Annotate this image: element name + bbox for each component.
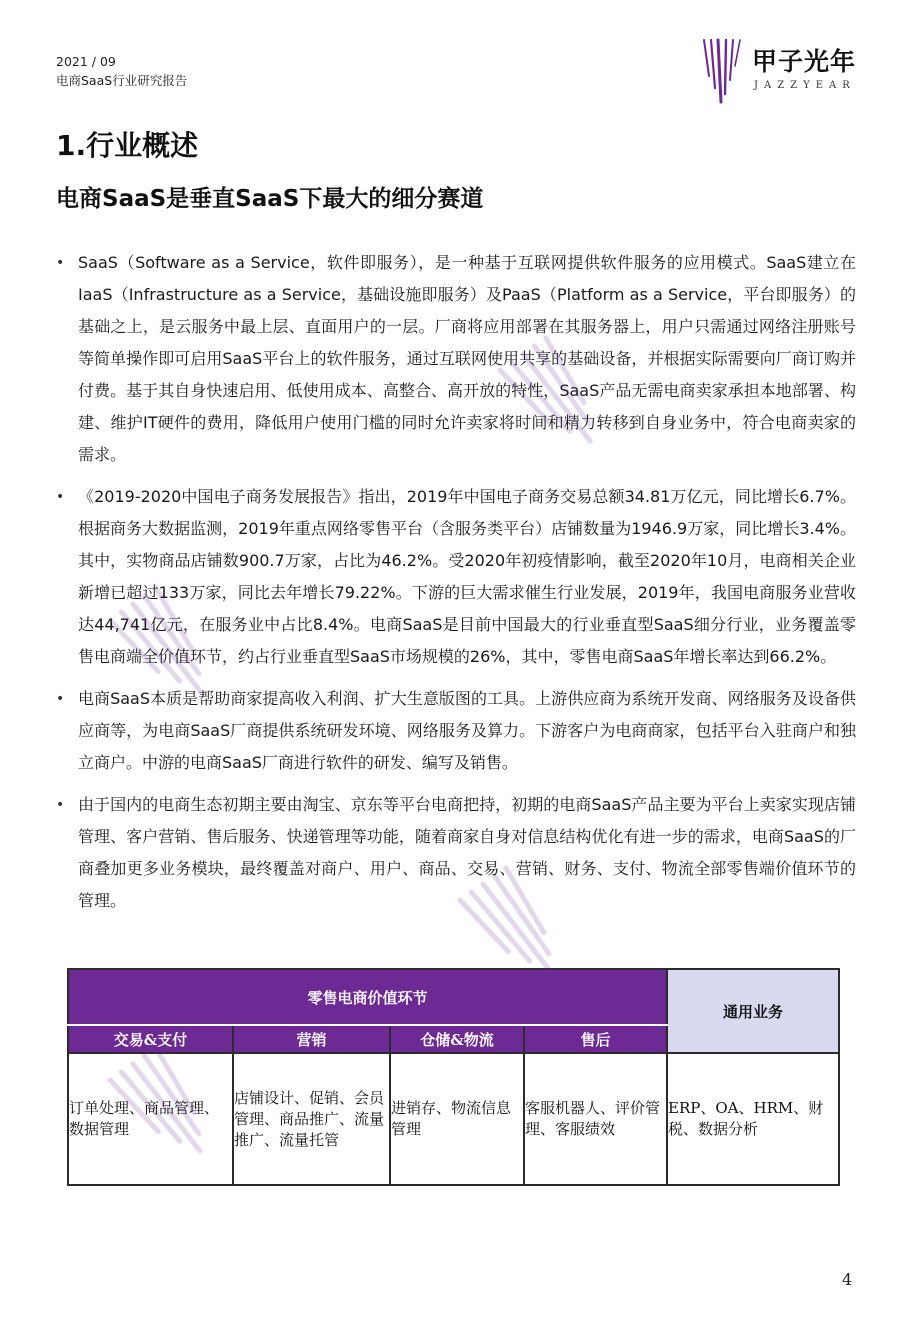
header-meta [56,52,187,90]
table-column-header: 交易&支付 [68,1025,233,1053]
page-number: 4 [842,1270,853,1289]
subtitle: 电商SaaS是垂直SaaS下最大的细分赛道 [56,186,484,212]
bullet-item-saas-definition: • SaaS（Software as a Service，软件即服务），是一种基于互联网提供软件服务的应用模式。SaaS建立在IaaS（Infrastructure as a Service，基础设施即服务）及PaaS（Platform as a Service，平台即服务）的基础之上，是云服务中最上层、直面用户的一层。厂商将应用部署在其服务器上，用户只需通过网络注册账号等简单操作即可启用SaaS平台上的软件服务，通过互联网使用共享的基础设备，并根据实际需要向厂商订购并付费。基于其自身快速启用、低使用成本、高整合、高开放的特性，SaaS产品无需电商卖家承担本地部署、构建、维护IT硬件的费用，降低用户使用门槛的同时允许卖家将时间和精力转移到自身业务中，符合电商卖家的需求。 [56,247,856,471]
brand-logo [700,36,880,108]
report-date: 2021 / 09 [56,54,116,69]
report-title: 电商SaaS行业研究报告 [56,73,188,88]
table-column-header: 售后 [524,1025,667,1053]
section-title: 1.行业概述 [56,129,199,162]
table-cell: ERP、OA、HRM、财税、数据分析 [667,1053,839,1185]
table-main-header: 零售电商价值环节 [68,969,667,1025]
bullet-item-market-data: • 《2019-2020中国电子商务发展报告》指出，2019年中国电子商务交易总额34.81万亿元，同比增长6.7%。根据商务大数据监测，2019年重点网络零售平台（含服务类平台）店铺数量为1946.9万家，同比增长3.4%。其中，实物商品店铺数900.7万家，占比为46.2%。受2020年初疫情影响，截至2020年10月，电商相关企业新增已超过133万家，同比去年增长79.22%。下游的巨大需求催生行业发展，2019年，我国电商服务业营收达44,741亿元，在服务业中占比8.4%。电商SaaS是目前中国最大的行业垂直型SaaS细分行业，业务覆盖零售电商端全价值环节，约占行业垂直型SaaS市场规模的26%，其中，零售电商SaaS年增长率达到66.2%。 [56,481,856,673]
table-column-header: 营销 [233,1025,390,1053]
table-cell: 订单处理、商品管理、数据管理 [68,1053,233,1185]
value-chain-table [67,968,840,1186]
jazzyear-logo-icon [700,36,746,108]
logo-name-cn: 甲子光年 [752,47,857,76]
bullet-item-value-chain: • 电商SaaS本质是帮助商家提高收入利润、扩大生意版图的工具。上游供应商为系统开发商、网络服务及设备供应商等，为电商SaaS厂商提供系统研发环境、网络服务及算力。下游客户为电商商家，包括平台入驻商户和独立商户。中游的电商SaaS厂商进行软件的研发、编写及销售。 [56,683,856,779]
bullet-list [56,247,856,927]
bullet-item-evolution: • 由于国内的电商生态初期主要由淘宝、京东等平台电商把持，初期的电商SaaS产品主要为平台上卖家实现店铺管理、客户营销、售后服务、快递管理等功能，随着商家自身对信息结构优化有进一步的需求，电商SaaS的厂商叠加更多业务模块，最终覆盖对商户、用户、商品、交易、营销、财务、支付、物流全部零售端价值环节的管理。 [56,789,856,917]
table-cell: 客服机器人、评价管理、客服绩效 [524,1053,667,1185]
table-column-header: 仓储&物流 [390,1025,524,1053]
table-cell: 进销存、物流信息管理 [390,1053,524,1185]
table-cell: 店铺设计、促销、会员管理、商品推广、流量推广、流量托管 [233,1053,390,1185]
logo-name-en: JAZZYEAR [754,80,856,91]
table-side-header: 通用业务 [667,969,839,1053]
